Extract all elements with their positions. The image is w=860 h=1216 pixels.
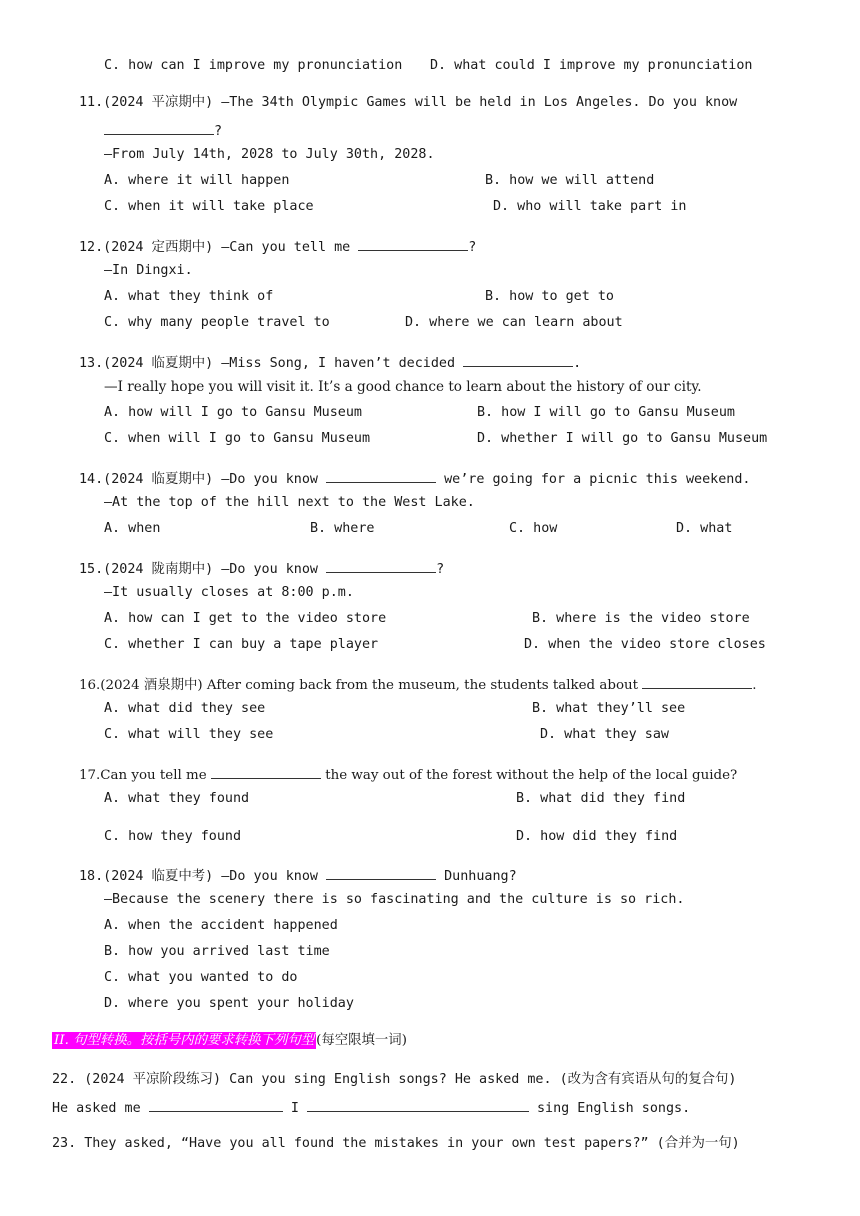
section-2-heading: II. 句型转换。按括号内的要求转换下列句型 bbox=[54, 1033, 315, 1048]
q12-stem: 12.(2024 定西期中) —Can you tell me bbox=[79, 240, 351, 255]
q22-line-end: sing English songs. bbox=[537, 1101, 691, 1116]
q15-stem-line bbox=[79, 558, 444, 579]
q17-stem: 17.Can you tell me bbox=[79, 768, 207, 783]
q11-option-b: B. how we will attend bbox=[485, 173, 655, 188]
q18-stem-end: Dunhuang? bbox=[444, 869, 517, 884]
q17-stem-end: the way out of the forest without the help of the local guide? bbox=[325, 768, 738, 783]
q14-option-c: C. how bbox=[509, 521, 558, 536]
q16-option-b: B. what they’ll see bbox=[532, 701, 686, 716]
q14-option-d: D. what bbox=[676, 521, 733, 536]
q14-option-a: A. when bbox=[104, 521, 161, 536]
q18-option-d: D. where you spent your holiday bbox=[104, 996, 354, 1011]
q13-option-d: D. whether I will go to Gansu Museum bbox=[477, 431, 768, 446]
q14-option-b: B. where bbox=[310, 521, 375, 536]
q13-reply: —I really hope you will visit it. It’s a good chance to learn about the history of our city. bbox=[104, 379, 702, 395]
q15-option-a: A. how can I get to the video store bbox=[104, 611, 387, 626]
q14-blank[interactable] bbox=[326, 468, 436, 483]
q16-blank[interactable] bbox=[642, 674, 752, 689]
q22-blank-1[interactable] bbox=[149, 1097, 283, 1112]
q22-answer-line bbox=[52, 1097, 690, 1118]
q11-blank[interactable] bbox=[104, 120, 214, 135]
q18-option-b: B. how you arrived last time bbox=[104, 944, 330, 959]
q15-option-b: B. where is the video store bbox=[532, 611, 750, 626]
q22-line-mid: I bbox=[290, 1101, 299, 1116]
q16-stem: 16.(2024 酒泉期中) After coming back from the museum, the students talked about bbox=[79, 678, 639, 693]
section-2-note: (每空限填一词) bbox=[316, 1033, 407, 1048]
q12-option-d: D. where we can learn about bbox=[405, 315, 623, 330]
q14-reply: —At the top of the hill next to the West Lake. bbox=[104, 495, 475, 510]
q17-option-a: A. what they found bbox=[104, 791, 250, 806]
q18-stem: 18.(2024 临夏中考) —Do you know bbox=[79, 869, 318, 884]
q14-stem-end: we’re going for a picnic this weekend. bbox=[444, 472, 751, 487]
q11-stem: 11.(2024 平凉期中) —The 34th Olympic Games will be held in Los Angeles. Do you know bbox=[79, 95, 738, 110]
q11-blank-line bbox=[104, 120, 222, 141]
q15-stem: 15.(2024 陇南期中) —Do you know bbox=[79, 562, 318, 577]
q16-stem-end: . bbox=[752, 678, 757, 693]
q16-option-a: A. what did they see bbox=[104, 701, 266, 716]
q12-option-c: C. why many people travel to bbox=[104, 315, 330, 330]
q16-option-d: D. what they saw bbox=[540, 727, 669, 742]
q13-stem-end: . bbox=[573, 356, 582, 371]
q17-blank[interactable] bbox=[211, 764, 321, 779]
q11-stem-end: ? bbox=[214, 124, 223, 139]
q18-stem-line bbox=[79, 865, 517, 886]
q18-blank[interactable] bbox=[326, 865, 436, 880]
q13-option-b: B. how I will go to Gansu Museum bbox=[477, 405, 735, 420]
q10-option-d: D. what could I improve my pronunciation bbox=[430, 58, 753, 73]
q17-option-b: B. what did they find bbox=[516, 791, 686, 806]
q15-stem-end: ? bbox=[436, 562, 445, 577]
q13-stem: 13.(2024 临夏期中) —Miss Song, I haven’t decided bbox=[79, 356, 456, 371]
q18-reply: —Because the scenery there is so fascinating and the culture is so rich. bbox=[104, 892, 685, 907]
q17-stem-line bbox=[79, 764, 737, 785]
q13-option-c: C. when will I go to Gansu Museum bbox=[104, 431, 371, 446]
q11-option-d: D. who will take part in bbox=[493, 199, 687, 214]
q12-stem-line bbox=[79, 236, 476, 257]
q12-blank[interactable] bbox=[358, 236, 468, 251]
q15-option-c: C. whether I can buy a tape player bbox=[104, 637, 379, 652]
q18-option-c: C. what you wanted to do bbox=[104, 970, 298, 985]
q15-reply: —It usually closes at 8:00 p.m. bbox=[104, 585, 354, 600]
q12-option-b: B. how to get to bbox=[485, 289, 614, 304]
q11-option-a: A. where it will happen bbox=[104, 173, 290, 188]
q13-stem-line bbox=[79, 352, 581, 373]
q17-option-c: C. how they found bbox=[104, 829, 242, 844]
q11-reply: —From July 14th, 2028 to July 30th, 2028. bbox=[104, 147, 435, 162]
q22-stem: 22. (2024 平凉阶段练习) Can you sing English songs? He asked me. (改为含有宾语从句的复合句) bbox=[52, 1072, 737, 1087]
q10-option-c: C. how can I improve my pronunciation bbox=[104, 58, 403, 73]
q22-line-start: He asked me bbox=[52, 1101, 141, 1116]
q13-option-a: A. how will I go to Gansu Museum bbox=[104, 405, 362, 420]
q22-blank-2[interactable] bbox=[307, 1097, 529, 1112]
q12-option-a: A. what they think of bbox=[104, 289, 274, 304]
q12-stem-end: ? bbox=[468, 240, 477, 255]
q18-option-a: A. when the accident happened bbox=[104, 918, 338, 933]
q16-stem-line bbox=[79, 674, 757, 695]
q14-stem: 14.(2024 临夏期中) —Do you know bbox=[79, 472, 318, 487]
q11-option-c: C. when it will take place bbox=[104, 199, 314, 214]
q15-option-d: D. when the video store closes bbox=[524, 637, 766, 652]
q23-stem: 23. They asked, “Have you all found the mistakes in your own test papers?” (合并为一句) bbox=[52, 1136, 740, 1151]
q12-reply: —In Dingxi. bbox=[104, 263, 193, 278]
q13-blank[interactable] bbox=[463, 352, 573, 367]
q17-option-d: D. how did they find bbox=[516, 829, 678, 844]
section-2-heading-line bbox=[52, 1032, 407, 1050]
q15-blank[interactable] bbox=[326, 558, 436, 573]
q16-option-c: C. what will they see bbox=[104, 727, 274, 742]
q14-stem-line bbox=[79, 468, 750, 489]
